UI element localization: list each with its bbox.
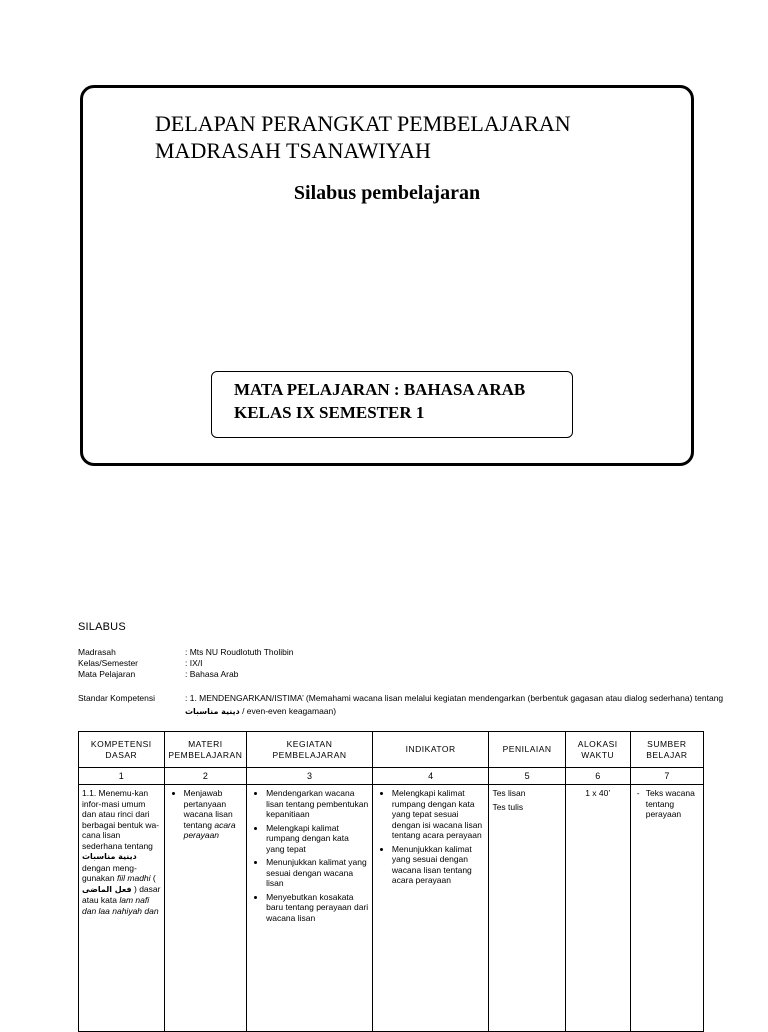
list-item: • Mendengarkan wacana lisan tentang pembentukan kepanitiaan xyxy=(266,788,369,820)
standar-text-post: / even-even keagamaan) xyxy=(242,706,337,716)
cell-materi xyxy=(164,785,247,1032)
materi-text: Menjawab pertanyaan wacana lisan tentang xyxy=(183,788,233,830)
cell-kegiatan xyxy=(247,785,373,1032)
column-number: 1 xyxy=(79,768,165,785)
cover-subtitle: Silabus pembelajaran xyxy=(293,182,481,204)
kd-text: dengan meng-gunakan xyxy=(82,862,137,883)
meta-label: Mata Pelajaran xyxy=(78,669,136,679)
kd-text: 1.1. Menemu-kan infor-masi umum dan atau rinci dari berbagai bentuk wa-cana lisan sederhana tentang xyxy=(82,788,160,851)
meta-value: : Mts NU Roudlotuth Tholibin xyxy=(185,647,294,657)
kd-text: ( xyxy=(152,873,156,883)
cover-title xyxy=(155,110,571,164)
standar-label: Standar Kompetensi xyxy=(78,693,156,703)
meta-value: : Bahasa Arab xyxy=(185,669,239,679)
table-header-row xyxy=(79,732,704,768)
cover-title-line1: DELAPAN PERANGKAT PEMBELAJARAN xyxy=(155,111,571,136)
silabus-heading: SILABUS xyxy=(78,621,126,633)
cover-title-line2: MADRASAH TSANAWIYAH xyxy=(155,138,431,163)
list-item: - Teks wacana tentang perayaan xyxy=(646,788,700,820)
kegiatan-list xyxy=(250,788,369,923)
column-number: 7 xyxy=(630,768,703,785)
kd-italic: lam nafi dan laa nahiyah dan xyxy=(82,895,159,916)
cell-indikator xyxy=(372,785,489,1032)
header-alokasi: ALOKASI WAKTU xyxy=(565,732,630,768)
subject-line2: KELAS IX SEMESTER 1 xyxy=(234,403,425,422)
list-item: • Menyebutkan kosakata baru tentang perayaan dari wacana lisan xyxy=(266,892,369,924)
subject-line1: MATA PELAJARAN : BAHASA ARAB xyxy=(234,380,526,399)
cell-alokasi: 1 x 40’ xyxy=(565,785,630,1032)
column-number: 3 xyxy=(247,768,373,785)
meta-value: : IX/I xyxy=(185,658,203,668)
list-item: • Menunjukkan kalimat yang sesuai dengan wacana lisan xyxy=(266,857,369,889)
kd-arabic: فعل الماضى xyxy=(82,884,132,894)
syllabus-table xyxy=(78,731,704,1032)
list-item: • Menunjukkan kalimat yang sesuai dengan wacana lisan tentang acara perayaan xyxy=(392,844,486,886)
header-materi: MATERI PEMBELAJARAN xyxy=(164,732,247,768)
table-number-row xyxy=(79,768,704,785)
list-item: Tes lisan xyxy=(492,788,526,798)
subject-box xyxy=(211,371,573,438)
kd-arabic: دينية مناسبات xyxy=(82,852,137,861)
header-indikator: INDIKATOR xyxy=(372,732,489,768)
list-item xyxy=(184,788,244,841)
standar-text xyxy=(185,692,725,718)
kd-text: ) dasar atau kata xyxy=(82,883,161,905)
cover-frame xyxy=(80,85,694,466)
materi-italic: acara perayaan xyxy=(183,819,236,840)
column-number: 6 xyxy=(565,768,630,785)
indikator-list xyxy=(376,788,486,886)
column-number: 5 xyxy=(489,768,565,785)
header-penilaian: PENILAIAN xyxy=(489,732,565,768)
standar-arabic: دينية مناسبات xyxy=(185,707,240,716)
cell-penilaian xyxy=(489,785,565,1032)
header-kompetensi: KOMPETENSI DASAR xyxy=(79,732,165,768)
meta-label: Kelas/Semester xyxy=(78,658,138,668)
cell-kompetensi-dasar xyxy=(79,785,165,1032)
materi-list xyxy=(168,788,244,841)
list-item: • Melengkapi kalimat rumpang dengan kata yang tepat sesuai dengan isi wacana lisan tentang acara perayaan xyxy=(392,788,486,841)
column-number: 4 xyxy=(372,768,489,785)
header-kegiatan: KEGIATAN PEMBELAJARAN xyxy=(247,732,373,768)
cell-sumber xyxy=(630,785,703,1032)
list-item: Tes tulis xyxy=(492,801,524,812)
list-item: • Melengkapi kalimat rumpang dengan kata yang tepat xyxy=(266,823,369,855)
sumber-list xyxy=(634,788,700,820)
standar-text-pre: : 1. MENDENGARKAN/ISTIMA’ (Memahami wacana lisan melalui kegiatan mendengarkan (berbentuk gagasan atau dialog sederhana) tentang xyxy=(185,693,724,703)
kd-italic: fiil madhi xyxy=(117,873,151,883)
header-sumber: SUMBER BELAJAR xyxy=(630,732,703,768)
column-number: 2 xyxy=(164,768,247,785)
table-row xyxy=(79,785,704,1032)
meta-label: Madrasah xyxy=(78,647,116,657)
